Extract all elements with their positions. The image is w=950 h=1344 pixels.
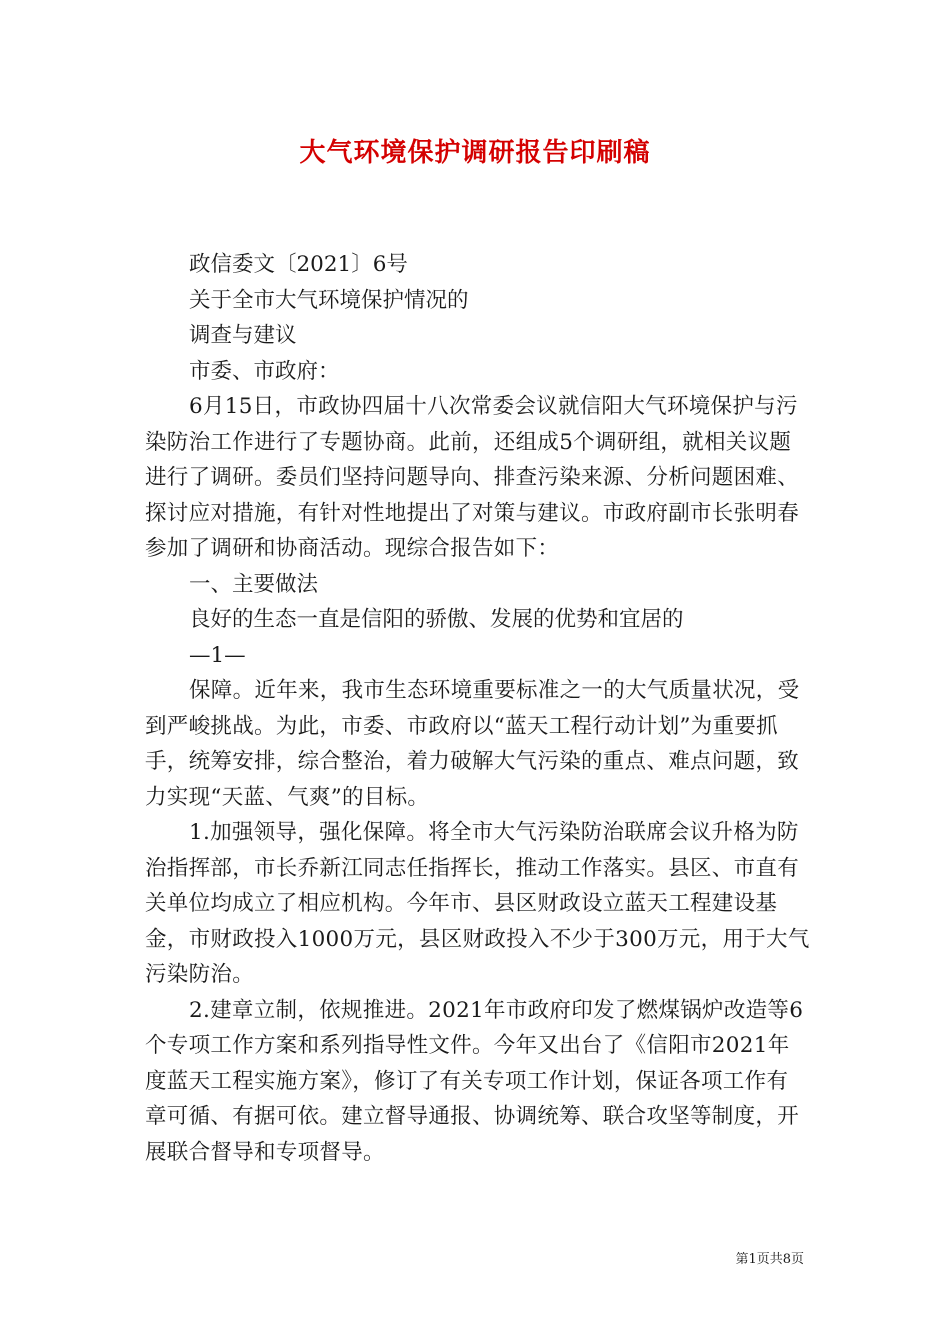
- subject-line-2: 调查与建议: [189, 323, 297, 348]
- page-marker: —1—: [189, 642, 246, 668]
- document-title: 大气环境保护调研报告印刷稿: [299, 138, 651, 168]
- item-1-paragraph: 1.加强领导，强化保障。将全市大气污染防治联席会议升格为防治指挥部，市长乔新江同志任指挥长，推动工作落实。县区、市直有关单位均成立了相应机构。今年市、县区财政设立蓝天工程建设基金，市财政投入1000万元，县区财政投入不少于300万元，用于大气污染防治。: [145, 820, 810, 987]
- intro-paragraph: 6月15日，市政协四届十八次常委会议就信阳大气环境保护与污染防治工作进行了专题协商。此前，还组成5个调研组，就相关议题进行了调研。委员们坚持问题导向、排查污染来源、分析问题困难、探讨应对措施，有针对性地提出了对策与建议。市政府副市长张明春参加了调研和协商活动。现综合报告如下：: [145, 394, 800, 561]
- section-1-opening: 良好的生态一直是信阳的骄傲、发展的优势和宜居的: [189, 607, 684, 632]
- salutation: 市委、市政府：: [189, 358, 340, 384]
- continued-paragraph: 保障。近年来，我市生态环境重要标准之一的大气质量状况，受到严峻挑战。为此，市委、市政府以“蓝天工程行动计划”为重要抓手，统筹安排，综合整治，着力破解大气污染的重点、难点问题，致力实现“天蓝、气爽”的目标。: [145, 678, 800, 810]
- doc-number: 政信委文〔2021〕6号: [189, 252, 408, 277]
- item-2-paragraph: 2.建章立制，依规推进。2021年市政府印发了燃煤锅炉改造等6个专项工作方案和系列指导性文件。今年又出台了《信阳市2021年度蓝天工程实施方案》，修订了有关专项工作计划，保证各项工作有章可循、有据可依。建立督导通报、协调统筹、联合攻坚等制度，开展联合督导和专项督导。: [145, 997, 804, 1165]
- document-body: [145, 247, 810, 1170]
- subject-line-1: 关于全市大气环境保护情况的: [189, 287, 469, 313]
- page-footer: [735, 1248, 804, 1267]
- page-number-label: 第1页共8页: [735, 1252, 804, 1267]
- section-1-heading: 一、主要做法: [189, 571, 319, 597]
